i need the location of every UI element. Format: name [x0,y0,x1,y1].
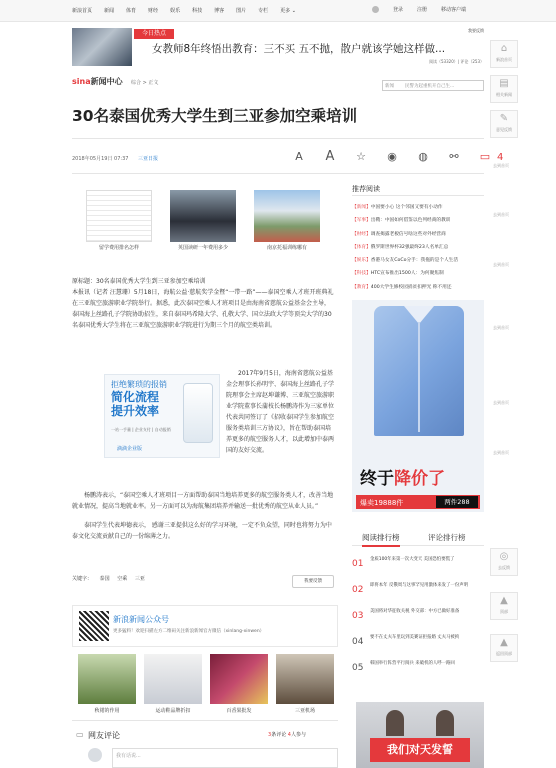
rec-image-plant[interactable] [78,654,136,704]
comments-count[interactable] [268,731,306,738]
rec-caption[interactable]: 百香果批发 [226,708,252,714]
bottom-ad-image[interactable] [356,702,484,768]
divider [72,138,484,139]
nav-link-finance[interactable]: 财经 [148,8,159,14]
divider [352,195,484,196]
hot-tag: 今日热点 [134,29,174,39]
ad-report-link[interactable]: 我要反馈 [468,28,484,33]
user-icon [372,6,379,13]
rec-text: 俄罗斯世界杯32强最终23人名单汇总 [370,244,449,250]
nav-link-more[interactable] [280,7,296,14]
keyword-link[interactable]: 三亚 [134,576,145,582]
rec-item[interactable] [352,228,484,241]
participant-total-label: 人参与 [290,732,306,738]
nav-link-ent[interactable]: 娱乐 [170,8,181,14]
arrow-up-icon: ▲ [500,595,508,606]
keywords-label: 关键字： [72,576,93,582]
divider [72,173,484,174]
target-icon: ◎ [499,551,509,562]
side-home-button[interactable] [490,40,518,68]
nav-more-label: 更多 [280,8,291,14]
comment-count[interactable]: 4 [497,151,504,163]
rank-title: 即将本年 反俄周与这事罕见用激体来发了一份声明 [370,583,468,588]
image-gallery [72,182,338,262]
nav-link-blog[interactable]: 博客 [214,8,225,14]
rec-text: 400大学生修校园捐贫扣押光 称不用还 [370,284,452,290]
rank-number: 01 [352,559,364,569]
side-link[interactable]: 去到首页 [493,163,509,168]
promo-line2 [111,390,159,418]
rank-number: 02 [352,585,364,595]
weibo-share-icon[interactable]: ◉ [387,150,397,163]
rec-tag: 【科技】 [352,271,371,277]
rank-title: 韩国举行阵营平行阅兵 来破机的人呼一路回 [370,661,455,666]
phone-illustration [183,383,213,443]
rec-caption[interactable]: 运动鞋品牌折扣 [155,708,191,714]
sina-news-logo[interactable] [72,76,123,87]
ranking-list [352,554,484,684]
gallery-caption[interactable]: 南京托福训练哪有 [266,245,307,251]
side-link[interactable]: 去到首页 [493,212,509,217]
comments-header [72,720,338,740]
publish-date: 2018年05月19日 07:37 [72,156,129,162]
gallery-image-table[interactable] [86,190,152,242]
keyword-link[interactable]: 空乘 [117,576,128,582]
side-label: 顶部 [500,609,508,614]
login-link[interactable]: 登录 [393,7,404,13]
person-figure [386,710,404,736]
comment-total-label: 条评论 [271,732,287,738]
nav-link-tech[interactable]: 科技 [192,8,203,14]
rank-title: 美国将对华征收关税 外交部：中方已做好准备 [370,609,460,614]
side-label: 意见反馈 [496,127,512,132]
promo-line2a: 简化流程 [111,390,160,404]
ranking-item[interactable] [352,554,484,580]
rec-text: 调查揭露老板信号啥这些对外经营商 [370,231,446,237]
article-paragraph: 2017年9月5日，海南省慈航公益基金会理事长孙明宇、泰国海上丝路孔子学院理事会主席赵坤谦博、三亚航空旅游职业学院董事长蒲枝长杨鹏涛作为三家单位代表共同签订了《招收泰国学生参加航空服务类培训三方协议》，旨在帮助泰国培养更多的航空服务人才，以此增加中泰两国的友好交流。 [226,370,335,454]
wechat-title: 新浪新闻公众号 [113,615,169,624]
qr-code [79,611,109,641]
participant-total: 4 [287,732,291,738]
avatar [88,748,102,762]
rank-title: 要不在丈夫车里玩到美赛证拒报婚 丈夫马被拘 [370,635,460,640]
recommended-reading-list [352,201,484,294]
home-icon: ⌂ [500,43,508,54]
register-link[interactable]: 注册 [417,7,428,13]
ad-thumbnail[interactable] [72,28,132,66]
comment-total: 3 [268,732,272,738]
chevron-down-icon: ⌄ [291,8,296,14]
rec-item[interactable] [352,254,484,267]
side-link[interactable]: 去到首页 [493,450,509,455]
side-related-button[interactable] [490,75,518,103]
comment-textarea[interactable]: 我有话说... [112,748,338,768]
side-link[interactable]: 去到首页 [493,400,509,405]
pencil-icon: ✎ [499,113,509,124]
ranking-item[interactable] [352,580,484,606]
hot-news-ad[interactable] [72,28,484,66]
ranking-item[interactable] [352,606,484,632]
rec-tag: 【新闻】 [352,205,371,210]
side-label: 返回顶部 [496,651,512,656]
rec-text: 中国要小心 这个邻国又要有小动作 [370,205,443,210]
side-link[interactable]: 去到首页 [493,325,509,330]
nav-link-photo[interactable]: 图片 [236,8,247,14]
top-navigation-bar [0,0,556,22]
ad-price: 两件288 [436,496,478,508]
rec-text: 香港马女友CoCo分手：我拖的是个人生活 [370,258,459,264]
tab-read-rank[interactable]: 阅读排行榜 [362,532,400,547]
nav-link-home[interactable]: 新浪首页 [72,8,93,14]
article-paragraph: 泰国学生代表坤德表示， 感谢三亚提供这么好的学习环境，一定不负众望，同时也将努力为中泰文化交流贡献自己的一份绵薄之力。 [72,522,332,540]
promo-line1: 拒绝繁琐的报销 [111,380,167,389]
logo-sina: sina [72,77,91,86]
rec-tag: 【财经】 [352,231,371,237]
wechat-promo [72,605,338,647]
promo-brand: 滴滴企业版 [117,446,143,452]
article-subtitle: 原标题：30名泰国优秀大学生到三亚参加空乘培训 [72,278,206,285]
rank-number: 04 [352,637,364,647]
promo-line2b: 提升效率 [111,404,160,418]
favorite-star-icon[interactable]: ☆ [356,150,366,163]
rec-item[interactable] [352,201,484,214]
article-source[interactable]: 三亚日报 [138,156,159,162]
side-link[interactable]: 去到首页 [493,262,509,267]
gallery-caption[interactable]: 留学费用排名怎样 [98,245,139,251]
search-input[interactable]: 民警为起重机开自己生... [405,84,455,89]
ad-slogan [360,464,445,489]
share-icon[interactable]: ⚯ [449,150,459,163]
recommended-reading-title: 推荐阅读 [352,185,380,193]
font-larger-icon[interactable]: A [325,149,335,164]
side-toolbar [490,40,518,145]
rec-text: 出鞘：中国如何借鉴以色列经商的教训 [370,218,451,224]
rec-text: HTC宣布推出1500人：为何聚焦制 [370,271,444,277]
nav-link-news[interactable]: 新闻 [104,8,115,14]
comment-bubble-icon: ▭ [76,730,84,739]
ad-meta: 阅读（53320）| 评论（253） [429,59,484,64]
rank-title: 金质100年来第一次大变天 美国恐怕要慌了 [370,557,455,562]
ad-price-bar [356,495,480,509]
arrow-up-icon: ▲ [500,637,508,648]
rank-number: 05 [352,663,364,673]
rec-item[interactable] [352,281,484,294]
nav-link-sports[interactable]: 体育 [126,8,137,14]
font-smaller-icon[interactable]: A [295,150,303,163]
wechat-description: 更多猛料！欢迎扫描左方二维码关注新浪新闻官方微信（xinlang-xinwen） [113,629,265,634]
rec-image-shoes[interactable] [144,654,202,704]
rec-tag: 【军事】 [352,218,371,224]
search-category-select[interactable]: 新闻 [385,84,394,89]
promo-line3: 一站一手量 | 企业支付 | 自动报销 [111,427,171,432]
ad-slogan-a: 终于 [360,469,394,489]
breadcrumb[interactable]: 综合 > 正文 [131,80,159,86]
ranking-tabs [352,530,484,546]
wechat-share-icon[interactable]: ◍ [418,150,428,163]
list-icon: ▤ [499,78,509,89]
back-to-top-button[interactable] [490,634,518,662]
gallery-image-graduates[interactable] [170,190,236,242]
logo-news-center: 新闻中心 [90,77,123,86]
article-paragraph: 杨鹏涛表示，“泰国空乘人才班项目一方面帮助泰国当地培养更多的航空服务类人才，改善当地就业情况，提高当地就业率。另一方面可以为海航集团培养并输送一批优秀的航空从业人员。” [72,492,334,510]
rec-tag: 【教育】 [352,284,371,290]
rec-image-fruit[interactable] [210,654,268,704]
keywords [72,575,151,582]
rec-item[interactable] [352,267,484,280]
comments-title: 网友评论 [88,731,120,740]
mobile-client-link[interactable]: 移动客户端 [441,7,467,13]
ranking-item[interactable] [352,632,484,658]
shirt-placket [418,322,420,432]
side-top-button[interactable] [490,592,518,620]
nav-link-column[interactable]: 专栏 [258,8,269,14]
comment-icon[interactable]: ▭ [479,150,491,163]
side-label: 相关新闻 [496,92,512,97]
article-body [72,276,334,339]
person-figure [436,710,454,736]
user-links [372,6,466,13]
gallery-caption[interactable]: 英国读研一年费用多少 [177,245,228,251]
search-box[interactable] [382,80,484,91]
rec-item[interactable] [352,241,484,254]
rec-caption[interactable]: 三亚机场 [294,708,315,714]
ad-sold-count: 爆卖19888件 [360,499,404,507]
keyword-link[interactable]: 泰国 [99,576,110,582]
ad-board-text: 我们对天发誓 [370,738,470,762]
side-label: 新浪首页 [496,57,512,62]
comment-input-area [88,748,338,768]
ad-headline[interactable]: 女教师8年终悟出教育：三不买 五不抛，散户就该学她这样做... [152,43,446,55]
recommended-images [72,652,338,712]
rec-image-airport[interactable] [276,654,334,704]
article-body-continued [72,490,334,542]
side-feedback-bottom[interactable] [490,548,518,576]
rec-item[interactable] [352,214,484,227]
side-label: 去反馈 [498,565,510,570]
feedback-button[interactable]: 我要反馈 [292,575,334,588]
article-actions [292,150,503,164]
article-paragraph: 本报讯（记者 汪慧珊）5月18日，海航公益·慈航奖学金暨“一带一路”——泰国空乘人才班开班典礼在三亚航空旅游职业学院举行。据悉，此次泰国空乘人才班项目是由海南省慈航公益基金会主导，泰国海上丝路孔子学院协助招生，来自泰国玛希隆大学、孔敬大学、国立法政大学等顶尖大学的30名泰国优秀大学生将在三亚航空旅游职业学院进行为期三个月的航空类培训。 [72,289,334,329]
ad-slogan-b: 降价了 [394,469,445,489]
rec-caption[interactable]: 秋裙的作用 [94,708,120,714]
rank-number: 03 [352,611,364,621]
shirt-ad[interactable] [352,300,484,512]
article-meta [72,155,166,162]
tab-comment-rank[interactable]: 评论排行榜 [428,533,466,542]
gallery-image-campus[interactable] [254,190,320,242]
ranking-item[interactable] [352,658,484,684]
rec-tag: 【体育】 [352,244,371,250]
rec-tag: 【娱乐】 [352,258,371,264]
nav-links [72,7,296,14]
side-feedback-button[interactable] [490,110,518,138]
article-paragraph-float [226,368,334,456]
promo-ad[interactable] [104,374,220,458]
article-title: 30名泰国优秀大学生到三亚参加空乘培训 [72,107,358,125]
